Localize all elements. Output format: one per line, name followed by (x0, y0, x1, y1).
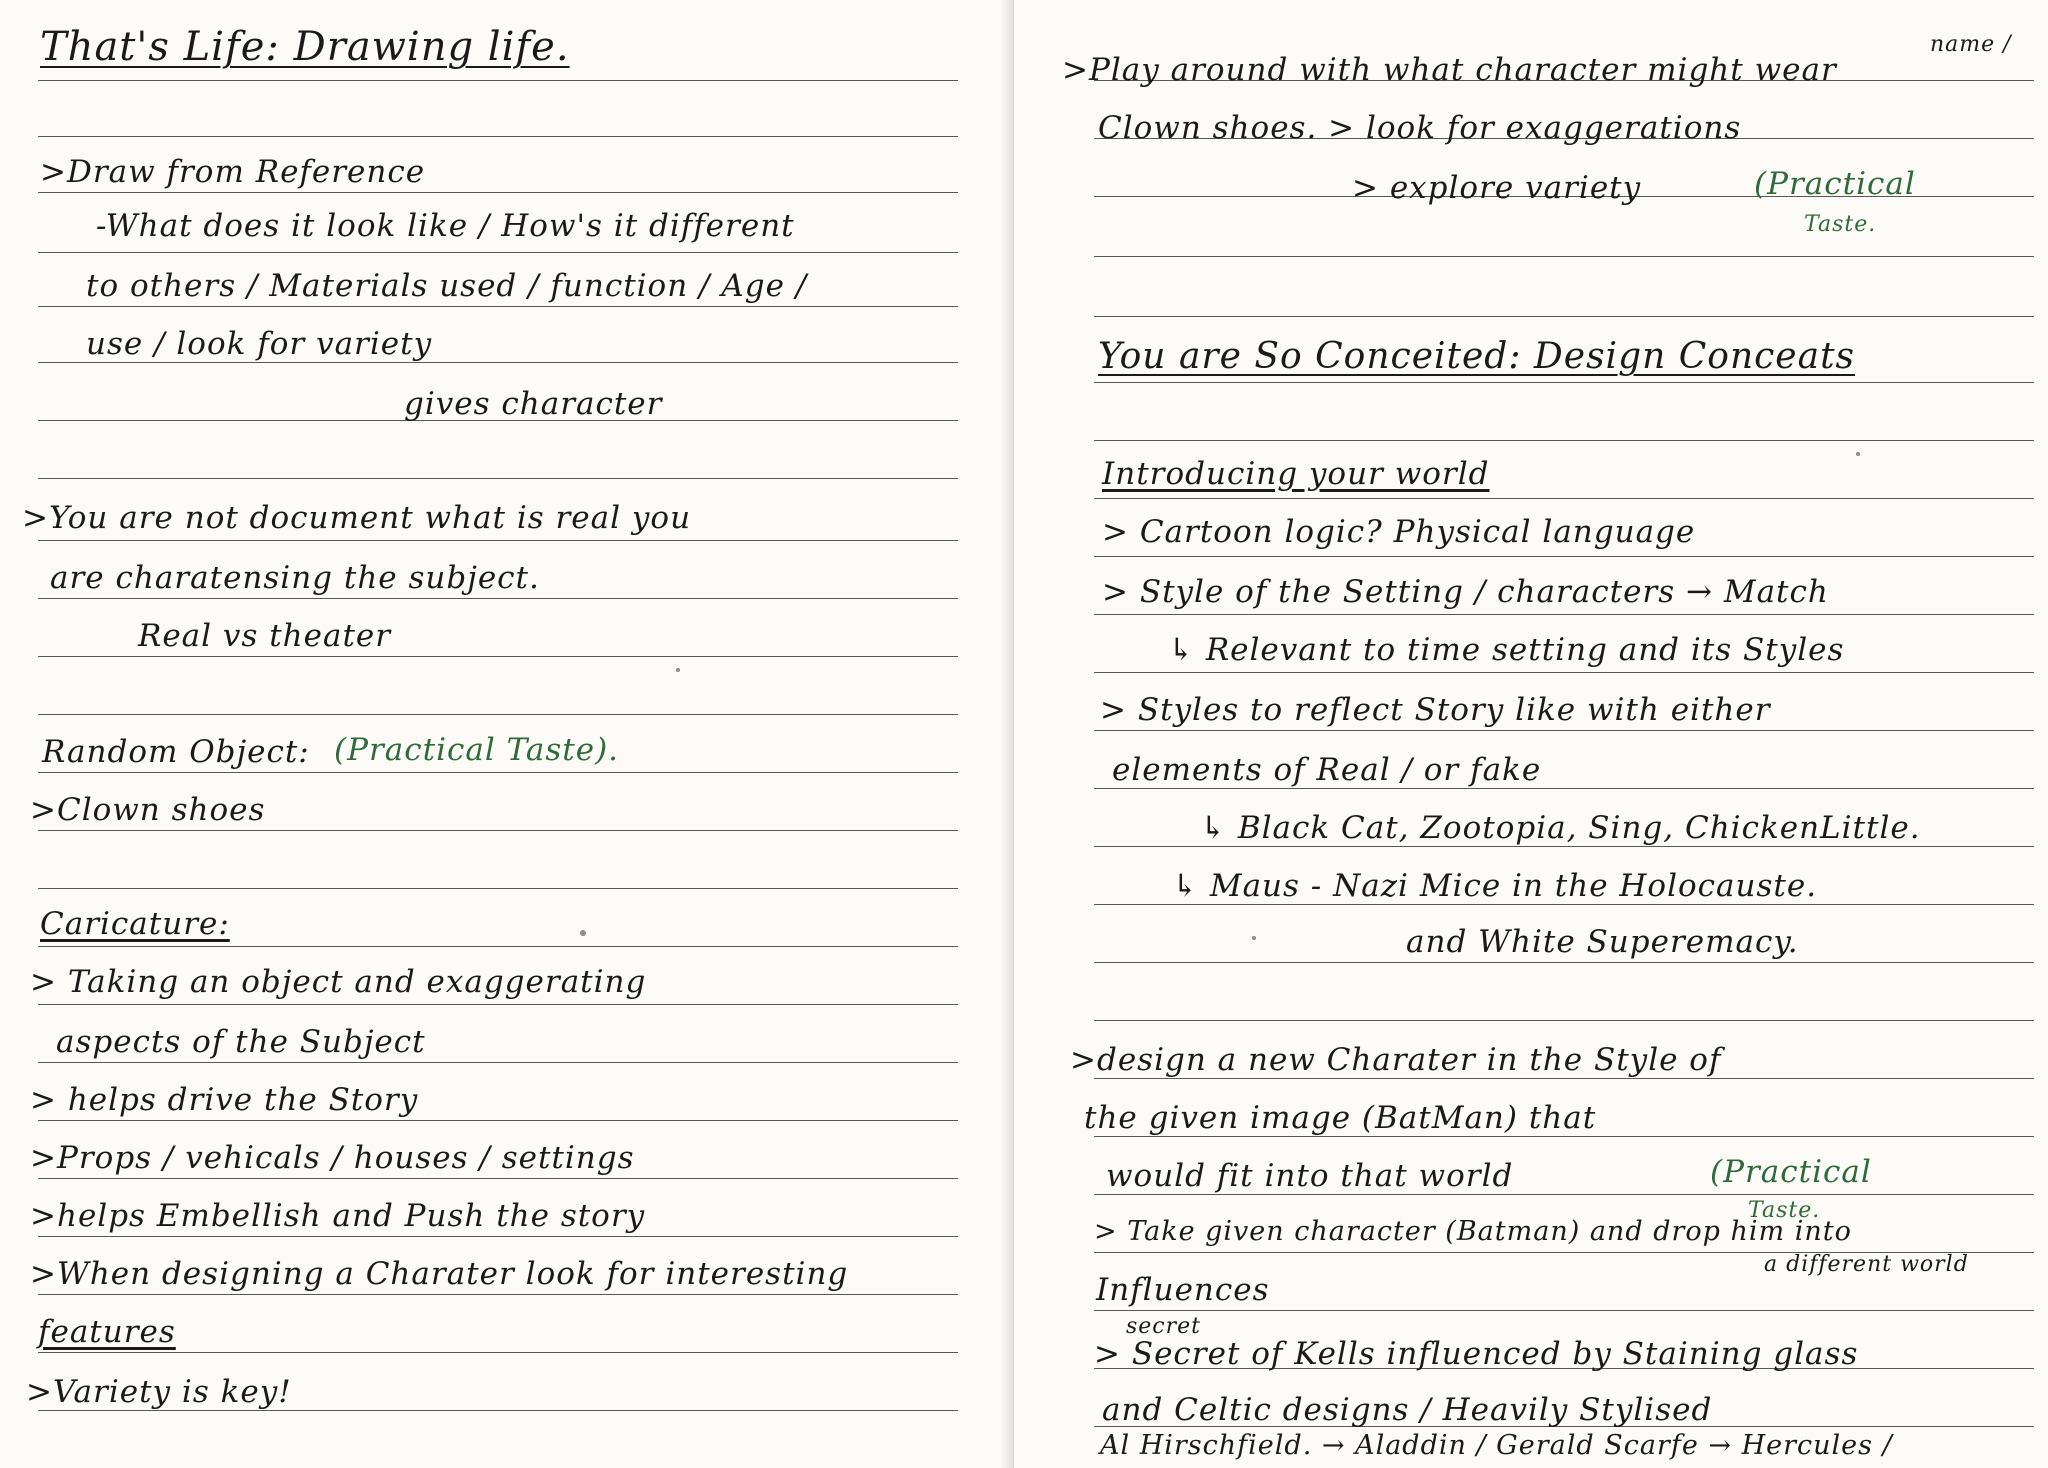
ruled-line (1094, 846, 2034, 847)
ruled-line (38, 540, 958, 541)
note-line: elements of Real / or fake (1112, 752, 1542, 788)
note-line: > helps drive the Story (30, 1082, 419, 1118)
note-line: >design a new Charater in the Style of (1070, 1042, 1722, 1078)
ruled-line (38, 478, 958, 479)
ruled-line (1094, 672, 2034, 673)
ruled-line (1094, 1136, 2034, 1137)
ruled-line (38, 888, 958, 889)
ruled-line (1094, 962, 2034, 963)
ink-smudge (580, 930, 586, 936)
left-page (0, 0, 1014, 1468)
right-page-title: You are So Conceited: Design Conceats (1098, 336, 1856, 377)
ink-smudge (1856, 452, 1860, 456)
note-line: ↳ Maus - Nazi Mice in the Holocauste. (1172, 868, 1818, 904)
note-line: and Celtic designs / Heavily Stylised (1102, 1392, 1713, 1428)
note-line: >When designing a Charater look for interesting (30, 1256, 849, 1292)
note-line: aspects of the Subject (56, 1024, 426, 1060)
ruled-line (38, 772, 958, 773)
ruled-line (1094, 440, 2034, 441)
practical-task-note: (Practical Taste). (334, 732, 620, 768)
note-insert: a different world (1764, 1252, 1969, 1277)
note-line: ↳ Black Cat, Zootopia, Sing, ChickenLittle. (1200, 810, 1921, 846)
ruled-line (38, 714, 958, 715)
section-heading: Introducing your world (1102, 456, 1490, 492)
note-line: -What does it look like / How's it different (96, 208, 795, 244)
ruled-line (38, 946, 958, 947)
ruled-line (1094, 498, 2034, 499)
section-heading: Caricature: (40, 906, 230, 942)
practical-task-note: Taste. (1804, 212, 1877, 237)
note-line: >You are not document what is real you (22, 500, 692, 536)
ruled-line (38, 1178, 958, 1179)
note-line: to others / Materials used / function / Age / (86, 268, 808, 304)
ruled-line (38, 1236, 958, 1237)
ruled-line (1094, 556, 2034, 557)
note-line: gives character (404, 386, 663, 422)
note-line: > Cartoon logic? Physical language (1102, 514, 1696, 550)
ruled-line (38, 1410, 958, 1411)
note-line: > Style of the Setting / characters → Match (1102, 574, 1829, 610)
ruled-line (1094, 316, 2034, 317)
note-line: Random Object: (42, 734, 310, 770)
note-line: would fit into that world (1106, 1158, 1514, 1194)
practical-task-note: Taste. (1748, 1198, 1821, 1223)
ruled-line (1094, 1078, 2034, 1079)
practical-task-note: (Practical (1754, 166, 1916, 202)
note-line: Al Hirschfield. → Aladdin / Gerald Scarfe → Hercules / (1100, 1430, 1893, 1461)
right-page (1014, 0, 2048, 1468)
ruled-line (38, 1120, 958, 1121)
ruled-line (1094, 1194, 2034, 1195)
section-heading: Influences (1096, 1272, 1270, 1308)
ruled-line (38, 1352, 958, 1353)
practical-task-note: (Practical (1710, 1154, 1872, 1190)
note-line: features (38, 1314, 176, 1350)
note-line: >Draw from Reference (40, 154, 426, 190)
note-line: Clown shoes. > look for exaggerations (1098, 110, 1742, 146)
note-line: and White Superemacy. (1406, 924, 1799, 960)
note-line: > Secret of Kells influenced by Staining glass (1094, 1336, 1859, 1372)
note-line: use / look for variety (86, 326, 433, 362)
ruled-line (1094, 730, 2034, 731)
left-page-title: That's Life: Drawing life. (40, 24, 570, 70)
ruled-line (38, 1062, 958, 1063)
note-line: ↳ Relevant to time setting and its Styles (1168, 632, 1845, 668)
ruled-line (38, 1004, 958, 1005)
note-line: >Play around with what character might wear (1062, 52, 1837, 88)
ruled-line (38, 192, 958, 193)
ruled-line (38, 362, 958, 363)
ruled-line (38, 136, 958, 137)
ruled-line (38, 598, 958, 599)
note-line: > Taking an object and exaggerating (30, 964, 647, 1000)
ruled-line (1094, 256, 2034, 257)
note-line: > Styles to reflect Story like with either (1100, 692, 1771, 728)
ink-smudge (676, 668, 680, 672)
ruled-line (1094, 788, 2034, 789)
ruled-line (1094, 382, 2034, 383)
ruled-line (38, 252, 958, 253)
ruled-line (38, 1294, 958, 1295)
ruled-line (1094, 614, 2034, 615)
note-line: >helps Embellish and Push the story (30, 1198, 646, 1234)
note-line: the given image (BatMan) that (1084, 1100, 1597, 1136)
ruled-line (1094, 904, 2034, 905)
note-line: >Props / vehicals / houses / settings (30, 1140, 635, 1176)
note-line: >Variety is key! (26, 1374, 292, 1410)
ruled-line (1094, 1310, 2034, 1311)
note-line: > explore variety (1352, 170, 1642, 206)
note-line: > Take given character (Batman) and drop him into (1094, 1216, 1852, 1247)
ruled-line (38, 306, 958, 307)
ruled-line (38, 656, 958, 657)
ruled-line (1094, 1020, 2034, 1021)
ruled-line (38, 80, 958, 81)
note-insert: secret (1126, 1314, 1202, 1339)
ink-smudge (1252, 936, 1256, 940)
note-insert: name / (1930, 32, 2012, 57)
note-line: are charatensing the subject. (50, 560, 540, 596)
note-line: Real vs theater (138, 618, 392, 654)
note-line: >Clown shoes (30, 792, 266, 828)
ruled-line (38, 830, 958, 831)
